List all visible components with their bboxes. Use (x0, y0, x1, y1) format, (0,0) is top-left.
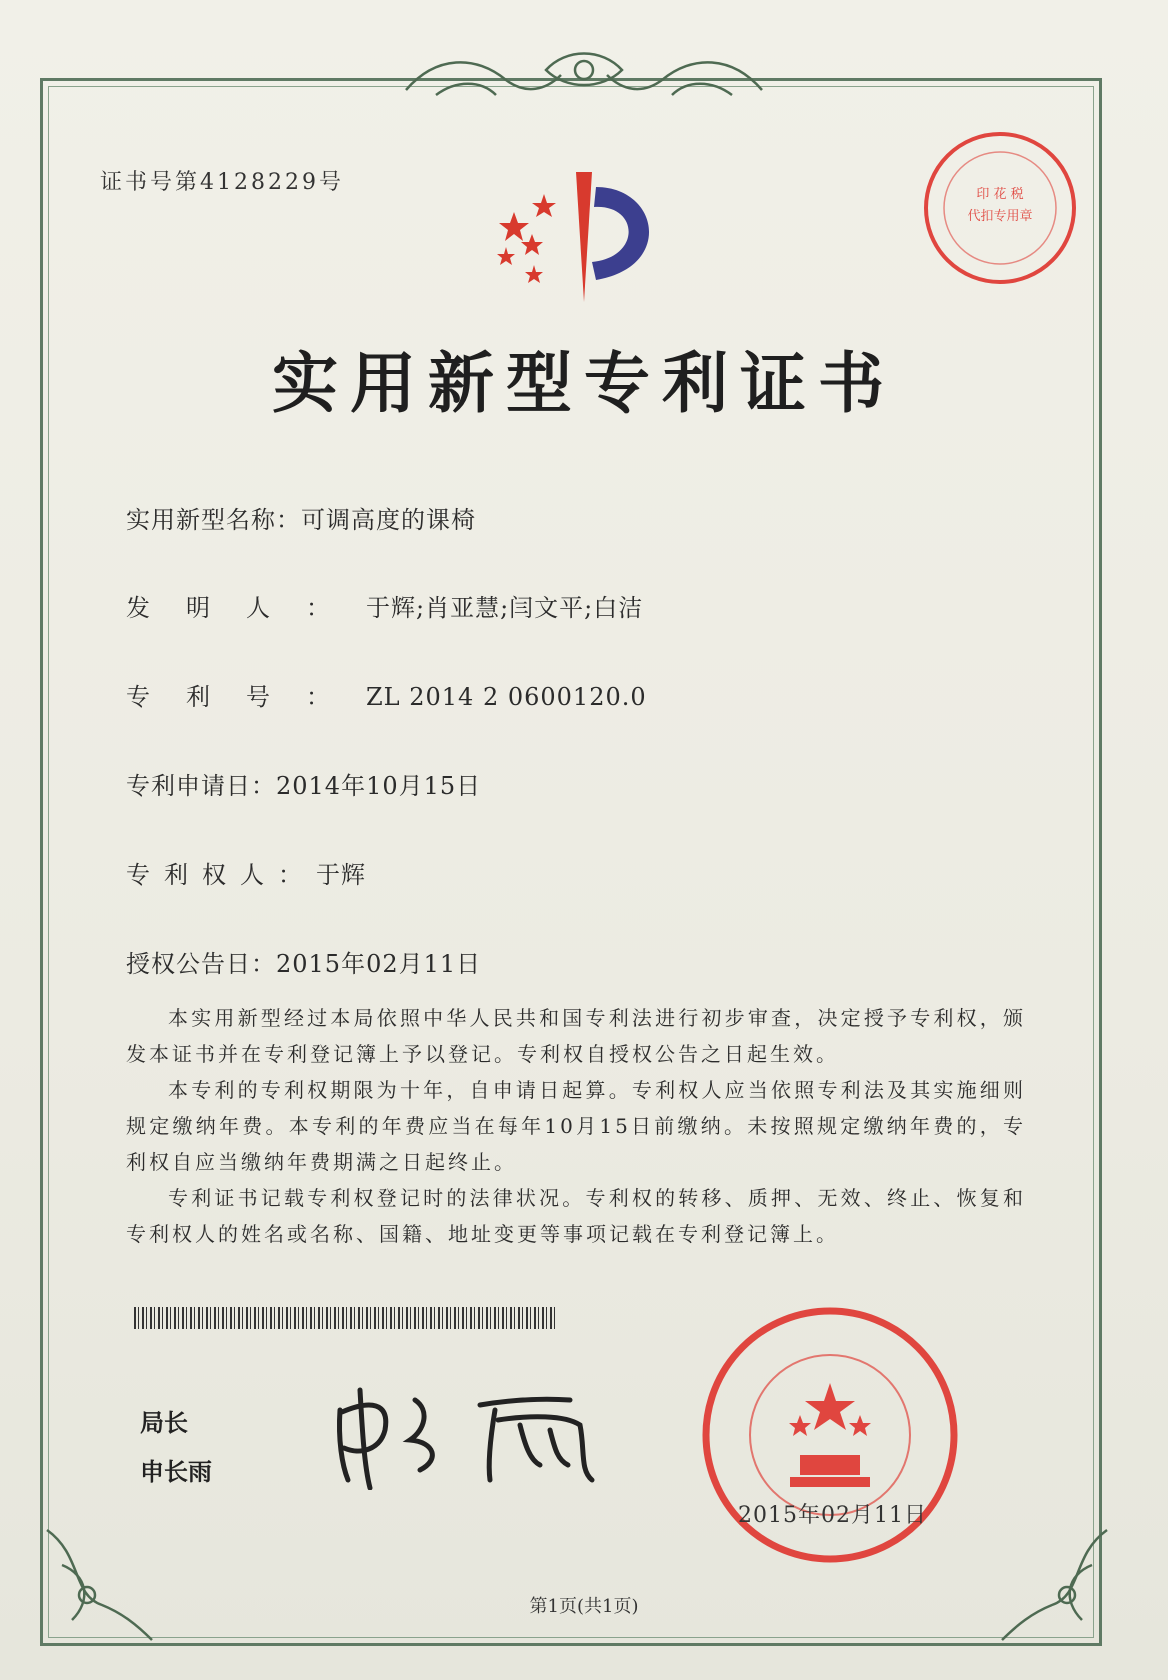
utility-model-name-label: 实用新型名称： (126, 506, 301, 534)
inventor-row (126, 588, 643, 623)
director-signature (330, 1370, 600, 1490)
patent-number-row (126, 677, 647, 712)
bottom-left-corner-ornament (42, 1525, 162, 1645)
inventor-value: 于辉;肖亚慧;闫文平;白洁 (366, 594, 644, 622)
patentee-label: 专利权人： (126, 861, 316, 889)
grant-date-value: 2015年02月11日 (276, 950, 482, 978)
paragraph-2: 本专利的专利权期限为十年，自申请日起算。专利权人应当依照专利法及其实施细则规定缴纳年费。本专利的年费应当在每年10月15日前缴纳。未按照规定缴纳年费的，专利权自应当缴纳年费期满之日起终止。 (126, 1078, 1026, 1174)
patentee-row (126, 855, 366, 890)
stamp-duty-seal (920, 128, 1080, 288)
top-ornament (396, 50, 772, 110)
patent-number-value: ZL 2014 2 0600120.0 (366, 683, 647, 711)
application-date-label: 专利申请日： (126, 772, 276, 800)
patent-number-label: 专利号： (126, 683, 366, 711)
paragraph-1: 本实用新型经过本局依照中华人民共和国专利法进行初步审查，决定授予专利权，颁发本证书并在专利登记簿上予以登记。专利权自授权公告之日起生效。 (126, 1006, 1026, 1066)
utility-model-name-row (126, 500, 476, 535)
director-name: 申长雨 (140, 1458, 212, 1486)
application-date-value: 2014年10月15日 (276, 772, 482, 800)
page-indicator: 第1页(共1页) (529, 1596, 639, 1617)
application-date-row (126, 766, 481, 801)
svg-text:代扣专用章: 代扣专用章 (967, 209, 1033, 224)
grant-date-row (126, 944, 481, 979)
patentee-value: 于辉 (316, 861, 366, 889)
paragraph-3: 专利证书记载专利权登记时的法律状况。专利权的转移、质押、无效、终止、恢复和专利权人的姓名或名称、国籍、地址变更等事项记载在专利登记簿上。 (126, 1186, 1026, 1246)
inventor-label: 发明人： (126, 594, 366, 622)
seal-date: 2015年02月11日 (738, 1503, 927, 1528)
utility-model-name-value: 可调高度的课椅 (301, 506, 476, 534)
svg-text:印 花 税: 印 花 税 (976, 187, 1024, 202)
patent-office-emblem (484, 172, 674, 322)
bottom-right-corner-ornament (992, 1525, 1112, 1645)
barcode (134, 1307, 556, 1329)
director-label: 局长 (140, 1409, 188, 1437)
certificate-number: 证书号第4128229号 (100, 170, 344, 195)
grant-date-label: 授权公告日： (126, 950, 276, 978)
certificate-title: 实用新型专利证书 (272, 344, 896, 422)
